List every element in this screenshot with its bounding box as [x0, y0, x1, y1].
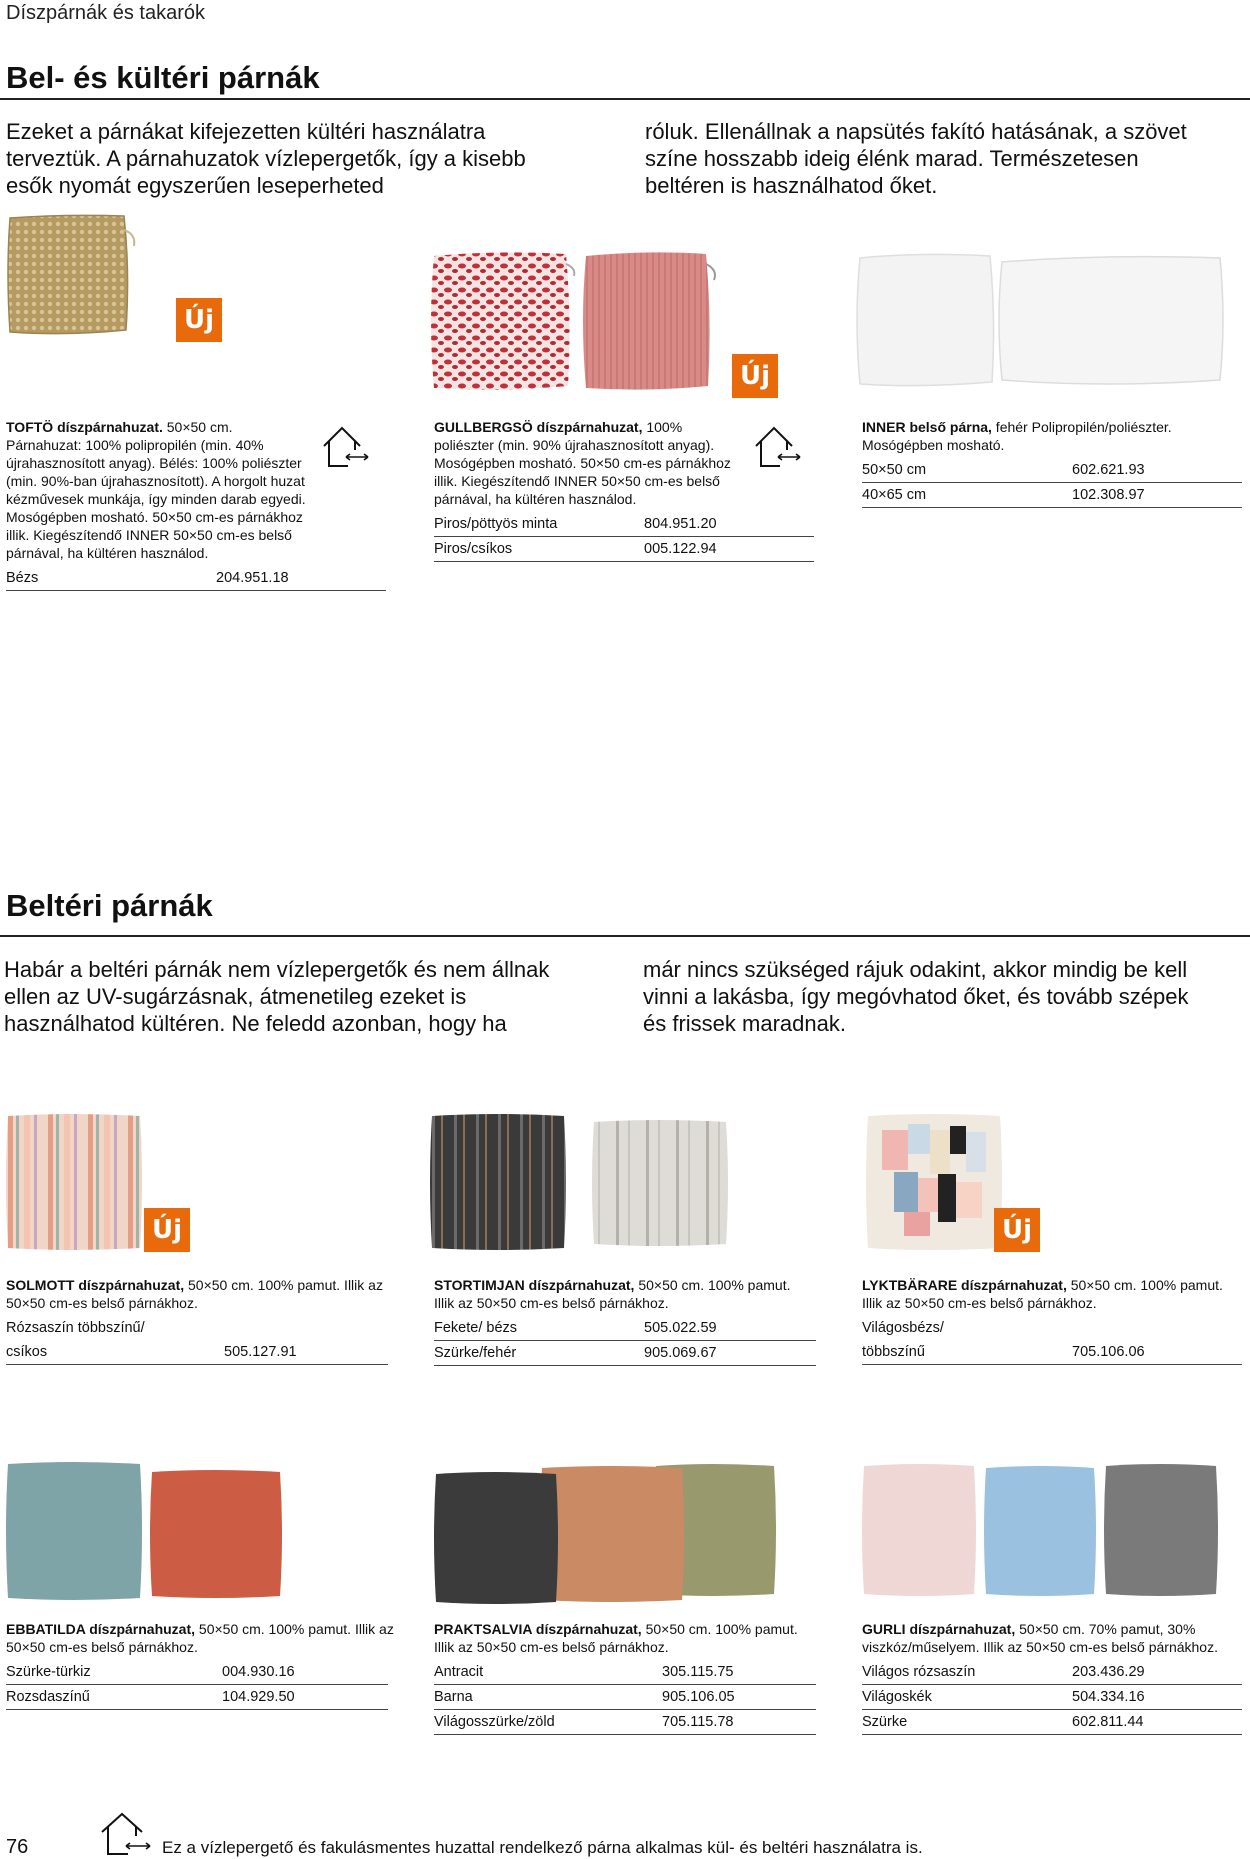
ebbatilda-image — [4, 1458, 304, 1608]
product-details: 50×50 cm. 100% pamut. Illik az 50×50 cm-es belső párnákhoz. — [6, 1621, 394, 1655]
article-number: 602.811.44 — [1072, 1714, 1144, 1730]
new-badge: Új — [144, 1208, 190, 1252]
product-details: 50×50 cm. 100% pamut. Illik az 50×50 cm-es belső párnákhoz. — [6, 1277, 383, 1311]
variant-name: Rózsaszín többszínű/ — [6, 1320, 145, 1336]
variant-name: Világosszürke/zöld — [434, 1714, 555, 1730]
product-desc — [6, 1276, 396, 1312]
variant-table — [862, 1660, 1242, 1735]
product-details: 50×50 cm. 70% pamut, 30% viszkóz/műselyem. Illik az 50×50 cm-es belső párnákhoz. — [862, 1621, 1218, 1655]
product-solmott — [6, 1276, 396, 1365]
intro-left — [6, 118, 566, 199]
variant-row — [6, 1316, 388, 1365]
article-number: 804.951.20 — [644, 516, 717, 532]
product-desc — [6, 418, 306, 562]
article-number: 203.436.29 — [1072, 1664, 1145, 1680]
title-divider — [0, 935, 1250, 937]
product-praktsalvia — [434, 1620, 814, 1735]
product-inner — [862, 418, 1242, 508]
variant-name: Barna — [434, 1689, 473, 1705]
article-number: 905.069.67 — [644, 1345, 717, 1361]
intro-right — [643, 956, 1203, 1037]
section-title-outdoor: Bel- és kültéri párnák — [6, 60, 320, 95]
indoor-outdoor-house-icon — [320, 424, 370, 470]
variant-name: Rozsdaszínű — [6, 1689, 90, 1705]
product-desc — [434, 1620, 814, 1656]
product-lyktbarare — [862, 1276, 1242, 1365]
variant-row — [434, 1710, 816, 1735]
inner-pillows-illustration — [856, 250, 1226, 390]
variant-row — [434, 537, 814, 562]
variant-name: Világoskék — [862, 1689, 932, 1705]
article-number: 505.022.59 — [644, 1320, 717, 1336]
product-name: GULLBERGSÖ díszpárnahuzat, — [434, 419, 643, 435]
product-name: GURLI díszpárnahuzat, — [862, 1621, 1016, 1637]
product-desc — [434, 418, 744, 508]
variant-row — [434, 1316, 816, 1341]
product-tofto — [6, 418, 306, 591]
variant-name: Piros/csíkos — [434, 541, 513, 557]
article-number: 602.621.93 — [1072, 462, 1145, 478]
article-number: 905.106.05 — [662, 1689, 735, 1705]
product-details: 100% poliészter (min. 90% újrahasznosított anyag). Mosógépben mosható. 50×50 cm-es párnákhoz illik. Kiegészítendő INNER 50×50 cm-es belső párnával, ha kültéren használod. — [434, 419, 731, 507]
article-number: 005.122.94 — [644, 541, 717, 557]
product-name: PRAKTSALVIA díszpárnahuzat, — [434, 1621, 642, 1637]
variant-table — [6, 1316, 388, 1365]
gullbergso-image — [430, 250, 788, 400]
variant-row — [862, 1316, 1242, 1365]
stortimjan-pillows-illustration — [428, 1112, 748, 1252]
product-details: 50×50 cm. 100% pamut. Illik az 50×50 cm-es belső párnákhoz. — [434, 1277, 791, 1311]
section-title-indoor: Beltéri párnák — [6, 888, 213, 923]
new-badge: Új — [176, 298, 222, 342]
intro-right-text: róluk. Ellenállnak a napsütés fakító hatásának, a szövet színe hosszabb ideig élénk marad. Természetesen beltéren is használhatod őket. — [645, 119, 1187, 198]
product-ebbatilda — [6, 1620, 396, 1710]
lyktbarare-image — [864, 1112, 1044, 1252]
variant-row — [434, 512, 814, 537]
product-name: STORTIMJAN díszpárnahuzat, — [434, 1277, 635, 1293]
product-desc — [6, 1620, 396, 1656]
variant-row — [434, 1660, 816, 1685]
product-desc — [434, 1276, 814, 1312]
solmott-image — [4, 1112, 194, 1252]
variant-row — [6, 1685, 388, 1710]
variant-name: Fekete/ bézs — [434, 1320, 518, 1336]
product-details: fehér Polipropilén/poliészter. Mosógépben mosható. — [862, 419, 1172, 453]
product-desc — [862, 418, 1242, 454]
variant-name: Világos rózsaszín — [862, 1664, 976, 1680]
praktsalvia-pillows-illustration — [432, 1460, 792, 1610]
article-number: 305.115.75 — [662, 1664, 734, 1680]
variant-name: Bézs — [6, 570, 39, 586]
variant-table — [6, 566, 386, 591]
variant-name-cont: csíkos — [6, 1344, 48, 1360]
product-name: LYKTBÄRARE díszpárnahuzat, — [862, 1277, 1067, 1293]
praktsalvia-image — [432, 1460, 792, 1610]
variant-name: 50×50 cm — [862, 462, 927, 478]
footer-note: Ez a vízlepergető és fakulásmentes huzattal rendelkező párna alkalmas kül- és beltéri használatra is. — [162, 1838, 923, 1857]
title-divider — [0, 98, 1250, 100]
indoor-outdoor-house-icon — [752, 424, 802, 470]
variant-name: 40×65 cm — [862, 487, 927, 503]
variant-name: Világosbézs/ — [862, 1320, 944, 1336]
variant-row — [862, 1710, 1242, 1735]
gurli-pillows-illustration — [860, 1460, 1230, 1610]
variant-table — [434, 512, 814, 562]
variant-table — [862, 458, 1242, 508]
variant-row — [862, 1685, 1242, 1710]
page-number: 76 — [6, 1836, 29, 1858]
variant-row — [434, 1685, 816, 1710]
article-number: 705.106.06 — [1072, 1344, 1145, 1360]
article-number: 505.127.91 — [224, 1344, 297, 1360]
variant-name-cont: többszínű — [862, 1344, 925, 1360]
variant-name: Piros/pöttyös minta — [434, 516, 558, 532]
intro-right — [645, 118, 1205, 199]
indoor-outdoor-house-icon — [98, 1810, 152, 1856]
tofto-image — [6, 212, 236, 342]
variant-name: Antracit — [434, 1664, 484, 1680]
article-number: 204.951.18 — [216, 570, 289, 586]
product-details: 50×50 cm. Párnahuzat: 100% polipropilén (min. 40% újrahasznosított anyag). Bélés: 100% poliészter (min. 90%-ban újrahasznosított). A horgolt huzat kézművesek munkája, így minden darab egyedi. Mosógépben mosható. 50×50 cm-es párnákhoz illik. Kiegészítendő INNER 50×50 cm-es belső párnával, ha kültéren használod. — [6, 419, 306, 561]
article-number: 004.930.16 — [222, 1664, 295, 1680]
product-desc — [862, 1276, 1242, 1312]
intro-left-text: Ezeket a párnákat kifejezetten kültéri használatra terveztük. A párnahuzatok vízlepergetők, így a kisebb esők nyomát egyszerűen leseperheted — [6, 119, 526, 198]
product-details: 50×50 cm. 100% pamut. Illik az 50×50 cm-es belső párnákhoz. — [434, 1621, 798, 1655]
gurli-image — [860, 1460, 1230, 1610]
product-details: 50×50 cm. 100% pamut. Illik az 50×50 cm-es belső párnákhoz. — [862, 1277, 1223, 1311]
variant-table — [6, 1660, 388, 1710]
inner-image — [856, 250, 1226, 390]
article-number: 104.929.50 — [222, 1689, 295, 1705]
product-gullbergso — [434, 418, 744, 562]
variant-row — [6, 566, 386, 591]
intro-left — [4, 956, 564, 1037]
product-name: TOFTÖ díszpárnahuzat. — [6, 419, 163, 435]
product-gurli — [862, 1620, 1242, 1735]
section-header: Díszpárnák és takarók — [6, 2, 205, 24]
stortimjan-image — [428, 1112, 748, 1252]
variant-name: Szürke — [862, 1714, 908, 1730]
new-badge: Új — [994, 1208, 1040, 1252]
intro-right-text: már nincs szükséged rájuk odakint, akkor mindig be kell vinni a lakásba, így megóvhatod őket, és tovább szépek és frissek maradnak. — [643, 957, 1189, 1036]
variant-table — [862, 1316, 1242, 1365]
variant-row — [434, 1341, 816, 1366]
product-name: INNER belső párna, — [862, 419, 992, 435]
article-number: 102.308.97 — [1072, 487, 1145, 503]
variant-row — [862, 483, 1242, 508]
article-number: 705.115.78 — [662, 1714, 734, 1730]
variant-row — [862, 1660, 1242, 1685]
variant-name: Szürke-türkiz — [6, 1664, 91, 1680]
intro-left-text: Habár a beltéri párnák nem vízlepergetők és nem állnak ellen az UV-sugárzásnak, átmenetileg ezeket is használhatod kültéren. Ne feledd azonban, hogy ha — [4, 957, 550, 1036]
article-number: 504.334.16 — [1072, 1689, 1145, 1705]
product-name: EBBATILDA díszpárnahuzat, — [6, 1621, 196, 1637]
variant-table — [434, 1316, 816, 1366]
variant-name: Szürke/fehér — [434, 1345, 517, 1361]
variant-table — [434, 1660, 816, 1735]
variant-row — [862, 458, 1242, 483]
new-badge: Új — [732, 354, 778, 398]
ebbatilda-pillows-illustration — [4, 1458, 304, 1608]
product-stortimjan — [434, 1276, 814, 1366]
product-name: SOLMOTT díszpárnahuzat, — [6, 1277, 185, 1293]
variant-row — [6, 1660, 388, 1685]
product-desc — [862, 1620, 1242, 1656]
